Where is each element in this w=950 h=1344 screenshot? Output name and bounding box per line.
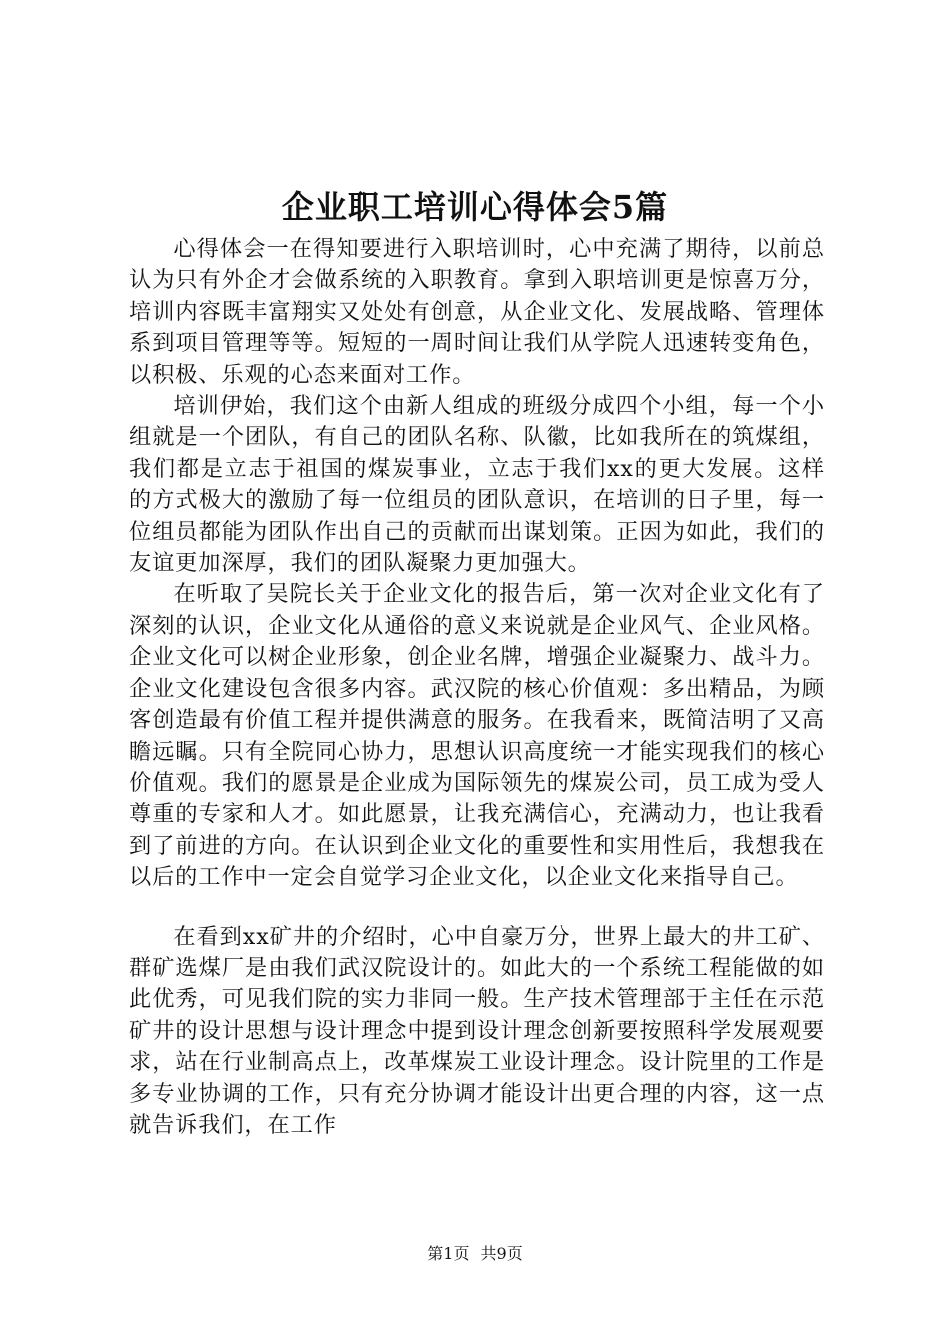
- document-body: [129, 234, 825, 1141]
- page-total: 共9页: [480, 1244, 523, 1263]
- paragraph-3: 在听取了吴院长关于企业文化的报告后，第一次对企业文化有了深刻的认识，企业文化从通俗的意义来说就是企业风气、企业风格。企业文化可以树企业形象，创企业名牌，增强企业凝聚力、战斗力。企业文化建设包含很多内容。武汉院的核心价值观：多出精品，为顾客创造最有价值工程并提供满意的服务。在我看来，既简洁明了又高瞻远瞩。只有全院同心协力，思想认识高度统一才能实现我们的核心价值观。我们的愿景是企业成为国际领先的煤炭公司，员工成为受人尊重的专家和人才。如此愿景，让我充满信心，充满动力，也让我看到了前进的方向。在认识到企业文化的重要性和实用性后，我想我在以后的工作中一定会自觉学习企业文化，以企业文化来指导自己。: [129, 581, 825, 891]
- paragraph-4: 在看到xx矿井的介绍时，心中自豪万分，世界上最大的井工矿、群矿选煤厂是由我们武汉院设计的。如此大的一个系统工程能做的如此优秀，可见我们院的实力非同一般。生产技术管理部于主任在示范矿井的设计思想与设计理念中提到设计理念创新要按照科学发展观要求，站在行业制高点上，改革煤炭工业设计理念。设计院里的工作是多专业协调的工作，只有充分协调才能设计出更合理的内容，这一点就告诉我们，在工作: [129, 923, 825, 1138]
- paragraph-1: 心得体会一在得知要进行入职培训时，心中充满了期待，以前总认为只有外企才会做系统的入职教育。拿到入职培训更是惊喜万分，培训内容既丰富翔实又处处有创意，从企业文化、发展战略、管理体系到项目管理等等。短短的一周时间让我们从学院人迅速转变角色，以积极、乐观的心态来面对工作。: [129, 236, 825, 388]
- document-title: 企业职工培训心得体会5篇: [281, 188, 669, 226]
- page-number: 第1页: [427, 1244, 470, 1263]
- paragraph-2: 培训伊始，我们这个由新人组成的班级分成四个小组，每一个小组就是一个团队，有自己的团队名称、队徽，比如我所在的筑煤组，我们都是立志于祖国的煤炭事业，立志于我们xx的更大发展。这样的方式极大的激励了每一位组员的团队意识，在培训的日子里，每一位组员都能为团队作出自己的贡献而出谋划策。正因为如此，我们的友谊更加深厚，我们的团队凝聚力更加强大。: [129, 393, 825, 577]
- page-footer: [0, 1243, 950, 1265]
